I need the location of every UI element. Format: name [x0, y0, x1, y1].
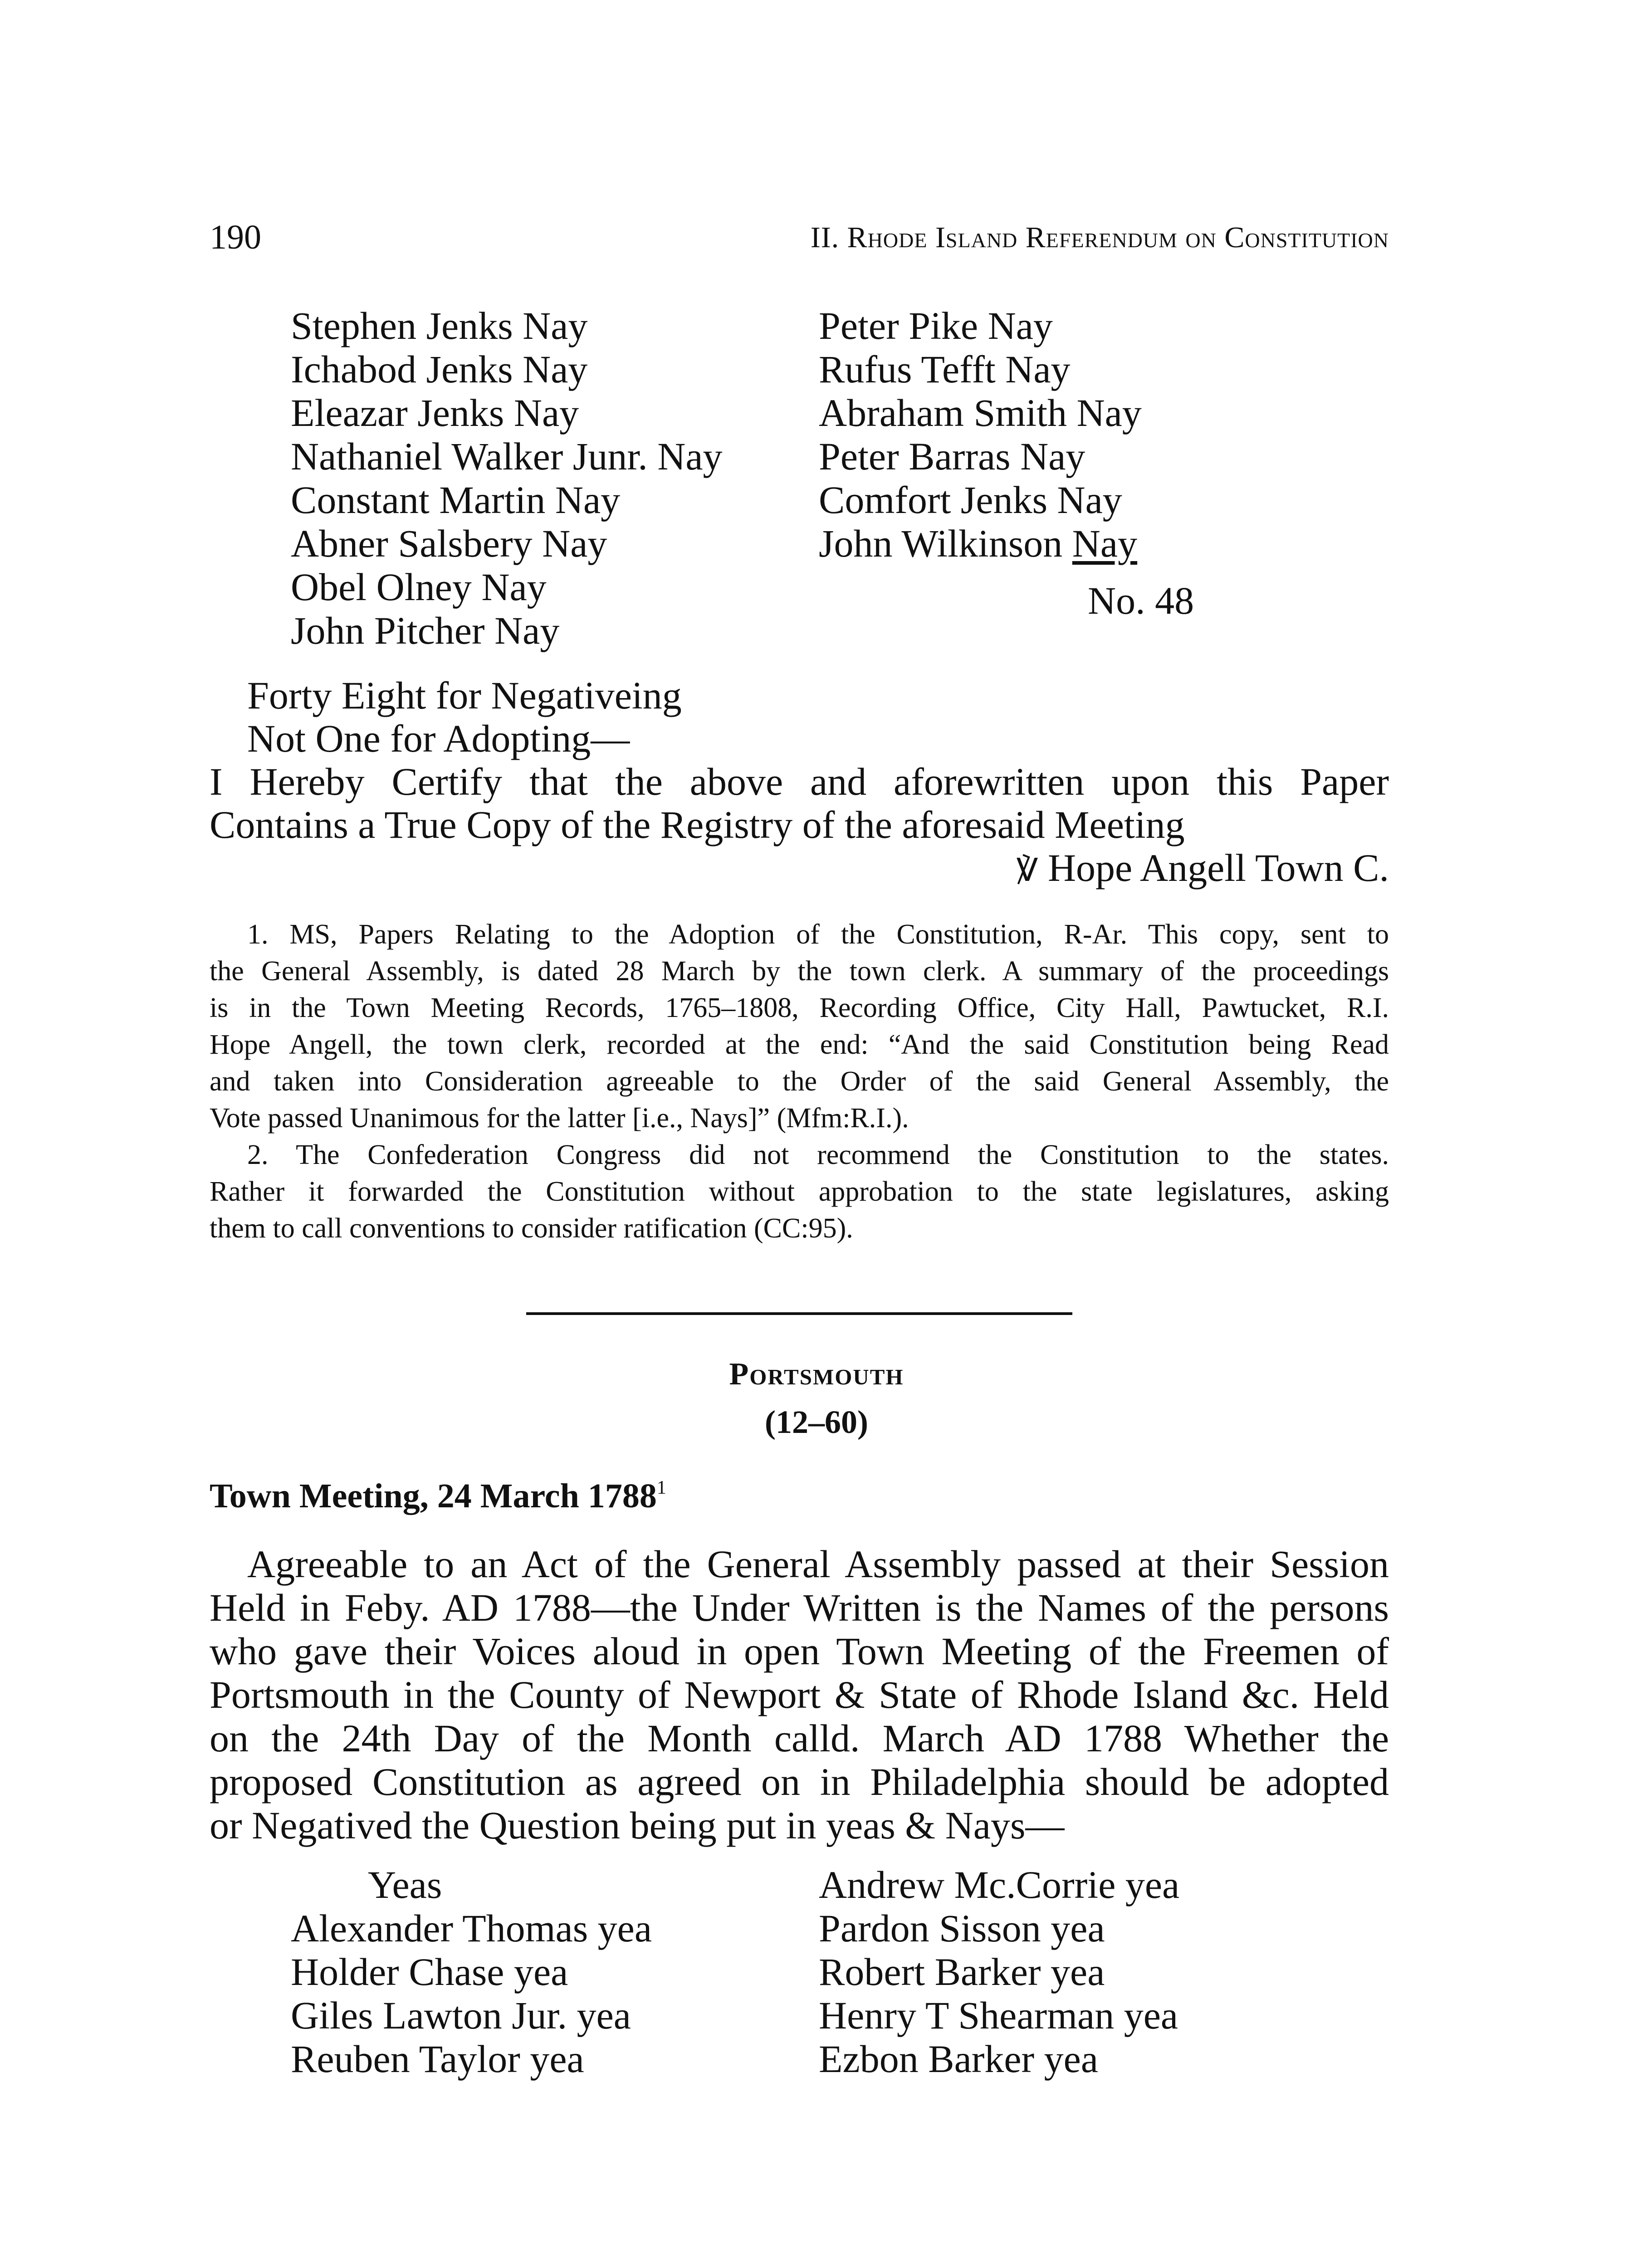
meeting-title — [210, 1476, 666, 1516]
signature-text: Hope Angell Town C. — [1047, 846, 1389, 890]
list-item: Nathaniel Walker Junr. Nay — [291, 435, 723, 478]
list-item: Pardon Sisson yea — [819, 1906, 1105, 1950]
tally-adopting: Not One for Adopting— — [247, 717, 630, 760]
section-range: (12–60) — [765, 1404, 868, 1440]
per-symbol-icon: ℣ — [1016, 853, 1038, 888]
yeas-heading: Yeas — [368, 1863, 442, 1906]
list-item: Peter Barras Nay — [819, 435, 1085, 478]
last-nay-name: John Wilkinson — [819, 522, 1063, 565]
list-item: Peter Pike Nay — [819, 304, 1053, 347]
paragraph-line: proposed Constitution as agreed on in Philadelphia should be adopted — [210, 1760, 1389, 1804]
tally-negative: Forty Eight for Negativeing — [247, 674, 682, 717]
paragraph-line: or Negatived the Question being put in yeas & Nays— — [210, 1804, 1065, 1847]
yea-list-left — [291, 1863, 652, 2081]
list-item — [819, 522, 1142, 565]
list-item: Abner Salsbery Nay — [291, 522, 607, 565]
last-nay-vote: Nay — [1072, 522, 1138, 565]
list-item: Giles Lawton Jur. yea — [291, 1994, 631, 2037]
list-item: Obel Olney Nay — [291, 565, 547, 609]
paragraph-line: Held in Feby. AD 1788—the Under Written is the Names of the persons — [210, 1586, 1389, 1629]
footnote-line: Hope Angell, the town clerk, recorded at the end: “And the said Constitution being Read — [210, 1029, 1389, 1060]
list-item: John Pitcher Nay — [291, 609, 560, 652]
footnote-line: them to call conventions to consider ratification (CC:95). — [210, 1213, 853, 1244]
nay-list-left — [291, 304, 723, 652]
signature — [1017, 846, 1389, 893]
paragraph-line: Agreeable to an Act of the General Assembly passed at their Session — [247, 1542, 1389, 1586]
meeting-title-text: Town Meeting, 24 March 1788 — [210, 1477, 657, 1515]
nay-total: No. 48 — [1088, 579, 1194, 622]
footnote-line: the General Assembly, is dated 28 March by the town clerk. A summary of the proceedings — [210, 956, 1389, 987]
list-item: Holder Chase yea — [291, 1950, 568, 1994]
minutes-paragraph — [210, 1542, 1389, 1847]
section-heading — [0, 1356, 1633, 1393]
paragraph-line: Portsmouth in the County of Newport & State of Rhode Island &c. Held — [210, 1673, 1389, 1716]
section-divider — [526, 1312, 1072, 1315]
footnote-line: is in the Town Meeting Records, 1765–1808, Recording Office, City Hall, Pawtucket, R.I. — [210, 992, 1389, 1023]
footnote-line: 2. The Confederation Congress did not recommend the Constitution to the states. — [247, 1139, 1389, 1170]
list-item: Constant Martin Nay — [291, 478, 621, 522]
certification-line: Contains a True Copy of the Registry of the aforesaid Meeting — [210, 803, 1185, 846]
yea-list-right — [819, 1863, 1179, 2081]
list-item: Alexander Thomas yea — [291, 1906, 652, 1950]
footnote-line: and taken into Consideration agreeable to the Order of the said General Assembly, the — [210, 1066, 1389, 1097]
list-item: Rufus Tefft Nay — [819, 347, 1071, 391]
list-item: Abraham Smith Nay — [819, 391, 1142, 435]
footnote-line: Vote passed Unanimous for the latter [i.e., Nays]” (Mfm:R.I.). — [210, 1103, 909, 1134]
list-item: Ezbon Barker yea — [819, 2037, 1099, 2081]
footnote-line: Rather it forwarded the Constitution without approbation to the state legislatures, asking — [210, 1176, 1389, 1207]
footnote-2 — [210, 1137, 1389, 1247]
list-item: Henry T Shearman yea — [819, 1994, 1178, 2037]
list-item: Stephen Jenks Nay — [291, 304, 588, 347]
footnote-ref: 1 — [656, 1477, 666, 1498]
running-title — [811, 220, 1389, 255]
section-heading-text: Portsmouth — [729, 1357, 904, 1392]
list-item: Eleazar Jenks Nay — [291, 391, 579, 435]
paragraph-line: who gave their Voices aloud in open Town Meeting of the Freemen of — [210, 1629, 1389, 1673]
footnote-1 — [210, 916, 1389, 1137]
running-title-text: II. Rhode Island Referendum on Constitution — [810, 221, 1389, 254]
list-item: Comfort Jenks Nay — [819, 478, 1122, 522]
footnote-line: 1. MS, Papers Relating to the Adoption of the Constitution, R-Ar. This copy, sent to — [247, 919, 1389, 950]
list-item: Reuben Taylor yea — [291, 2037, 584, 2081]
paragraph-line: on the 24th Day of the Month calld. March AD 1788 Whether the — [210, 1716, 1389, 1760]
list-item: Robert Barker yea — [819, 1950, 1105, 1994]
certification-line: I Hereby Certify that the above and aforewritten upon this Paper — [210, 760, 1389, 803]
nay-list-right — [819, 304, 1142, 565]
list-item: Ichabod Jenks Nay — [291, 347, 588, 391]
list-item: Andrew Mc.Corrie yea — [819, 1863, 1180, 1906]
page-number: 190 — [210, 218, 261, 256]
